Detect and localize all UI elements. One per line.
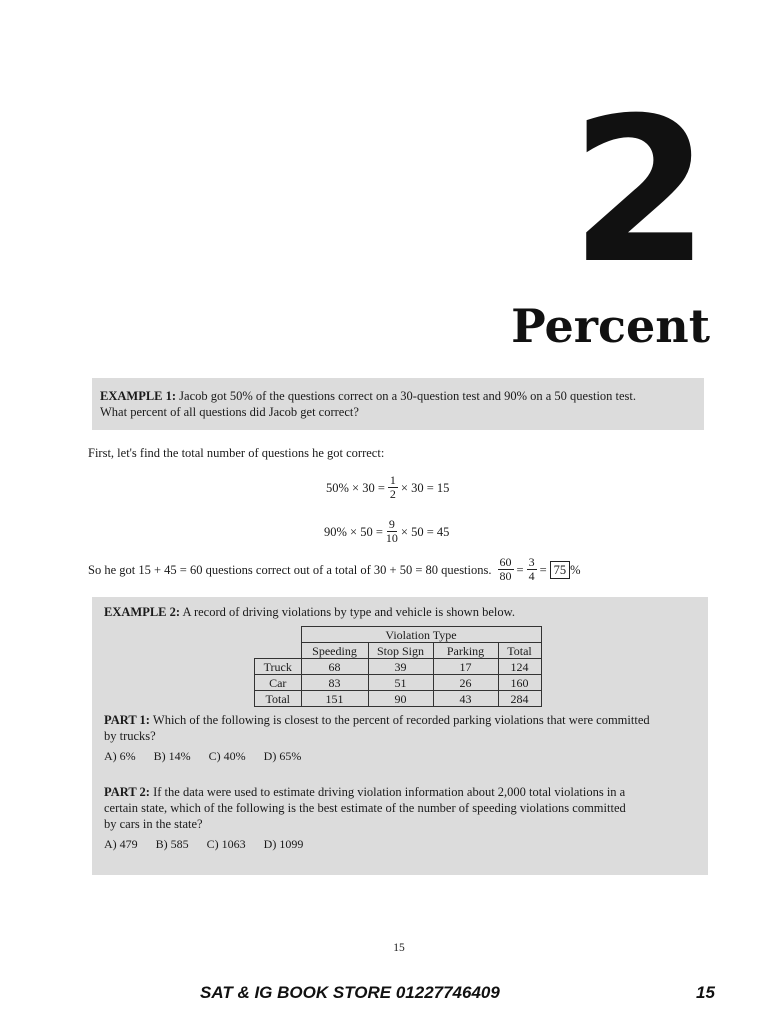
page-number: 15 <box>393 942 405 954</box>
table-cell: 26 <box>433 675 498 691</box>
table-cell: 151 <box>301 691 368 707</box>
eq2-left: 90% × 50 = <box>324 524 383 539</box>
equals-sign-1: = <box>516 562 524 577</box>
choice: C) 40% <box>208 749 246 763</box>
example1-line1 <box>100 388 636 404</box>
frac1-numerator: 60 <box>499 555 512 569</box>
table-cell: 17 <box>433 659 498 675</box>
equation-2 <box>324 518 449 545</box>
choice: B) 585 <box>155 837 189 851</box>
example1-label: EXAMPLE 1: <box>100 389 177 403</box>
table-cell: 39 <box>368 659 433 675</box>
part2-choices <box>104 836 303 852</box>
part2-line3: by cars in the state? <box>104 817 203 831</box>
example2-intro: A record of driving violations by type and vehicle is shown below. <box>182 605 515 619</box>
eq1-denominator: 2 <box>389 487 396 501</box>
frac1-denominator: 80 <box>499 569 512 583</box>
eq2-fraction <box>386 518 398 545</box>
footer-store: SAT & IG BOOK STORE 01227746409 <box>200 983 500 1002</box>
eq2-numerator: 9 <box>388 517 395 531</box>
conclusion-text: So he got 15 + 45 = 60 questions correct out of a total of 30 + 50 = 80 questions. <box>88 562 492 577</box>
table-row <box>255 675 542 691</box>
part2-line2: certain state, which of the following is the best estimate of the number of speeding violations committed <box>104 801 626 815</box>
example2-header <box>104 604 515 620</box>
choice: D) 65% <box>263 749 302 763</box>
table-header-row-2 <box>255 643 542 659</box>
eq1-left: 50% × 30 = <box>326 480 385 495</box>
table-cell: 90 <box>368 691 433 707</box>
part2-line1 <box>104 784 625 800</box>
choice: B) 14% <box>153 749 191 763</box>
row-label: Truck <box>255 659 302 675</box>
chapter-title: Percent <box>511 299 710 353</box>
frac2-denominator: 4 <box>528 569 535 583</box>
col-header: Speeding <box>301 643 368 659</box>
chapter-number: 2 <box>570 75 710 308</box>
part2-text1: If the data were used to estimate driving violation information about 2,000 total violations in a <box>153 785 626 799</box>
example1-text1: Jacob got 50% of the questions correct on a 30-question test and 90% on a 50 question test. <box>179 389 637 403</box>
table-corner-2 <box>255 643 302 659</box>
table-row <box>255 659 542 675</box>
row-label: Total <box>255 691 302 707</box>
eq1-right: × 30 = 15 <box>400 480 450 495</box>
col-header: Total <box>498 643 541 659</box>
table-cell: 43 <box>433 691 498 707</box>
example2-label: EXAMPLE 2: <box>104 605 181 619</box>
solution-intro: First, let's find the total number of questions he got correct: <box>88 446 385 460</box>
table-header-row-1 <box>255 627 542 643</box>
table-cell: 160 <box>498 675 541 691</box>
table-cell: 51 <box>368 675 433 691</box>
col-header: Parking <box>433 643 498 659</box>
equals-sign-2: = <box>539 562 547 577</box>
part1-text1: Which of the following is closest to the percent of recorded parking violations that were committed <box>152 713 650 727</box>
table-cell: 68 <box>301 659 368 675</box>
choice: D) 1099 <box>263 837 304 851</box>
frac2-numerator: 3 <box>528 555 535 569</box>
part1-choices <box>104 748 301 764</box>
equation-1 <box>326 474 449 501</box>
part2-label: PART 2: <box>104 785 150 799</box>
example1-line2: What percent of all questions did Jacob get correct? <box>100 405 359 419</box>
violations-table <box>254 626 542 707</box>
part1-label: PART 1: <box>104 713 150 727</box>
eq2-denominator: 10 <box>385 531 398 545</box>
row-label: Car <box>255 675 302 691</box>
solution-conclusion <box>88 556 581 583</box>
eq1-fraction <box>388 474 398 501</box>
col-header: Stop Sign <box>368 643 433 659</box>
choice: C) 1063 <box>206 837 246 851</box>
choice: A) 479 <box>104 837 138 851</box>
percent-sign: % <box>570 562 581 577</box>
footer-page: 15 <box>696 983 715 1002</box>
part1-line2: by trucks? <box>104 729 156 743</box>
choice: A) 6% <box>104 749 136 763</box>
table-row <box>255 691 542 707</box>
table-cell: 124 <box>498 659 541 675</box>
part1-line1 <box>104 712 650 728</box>
answer-box: 75 <box>550 561 571 579</box>
table-corner <box>255 627 302 643</box>
conclusion-fraction-2 <box>527 556 537 583</box>
eq1-numerator: 1 <box>389 473 396 487</box>
conclusion-fraction-1 <box>498 556 514 583</box>
eq2-right: × 50 = 45 <box>400 524 450 539</box>
table-cell: 83 <box>301 675 368 691</box>
table-cell: 284 <box>498 691 541 707</box>
violation-type-header: Violation Type <box>301 627 541 643</box>
